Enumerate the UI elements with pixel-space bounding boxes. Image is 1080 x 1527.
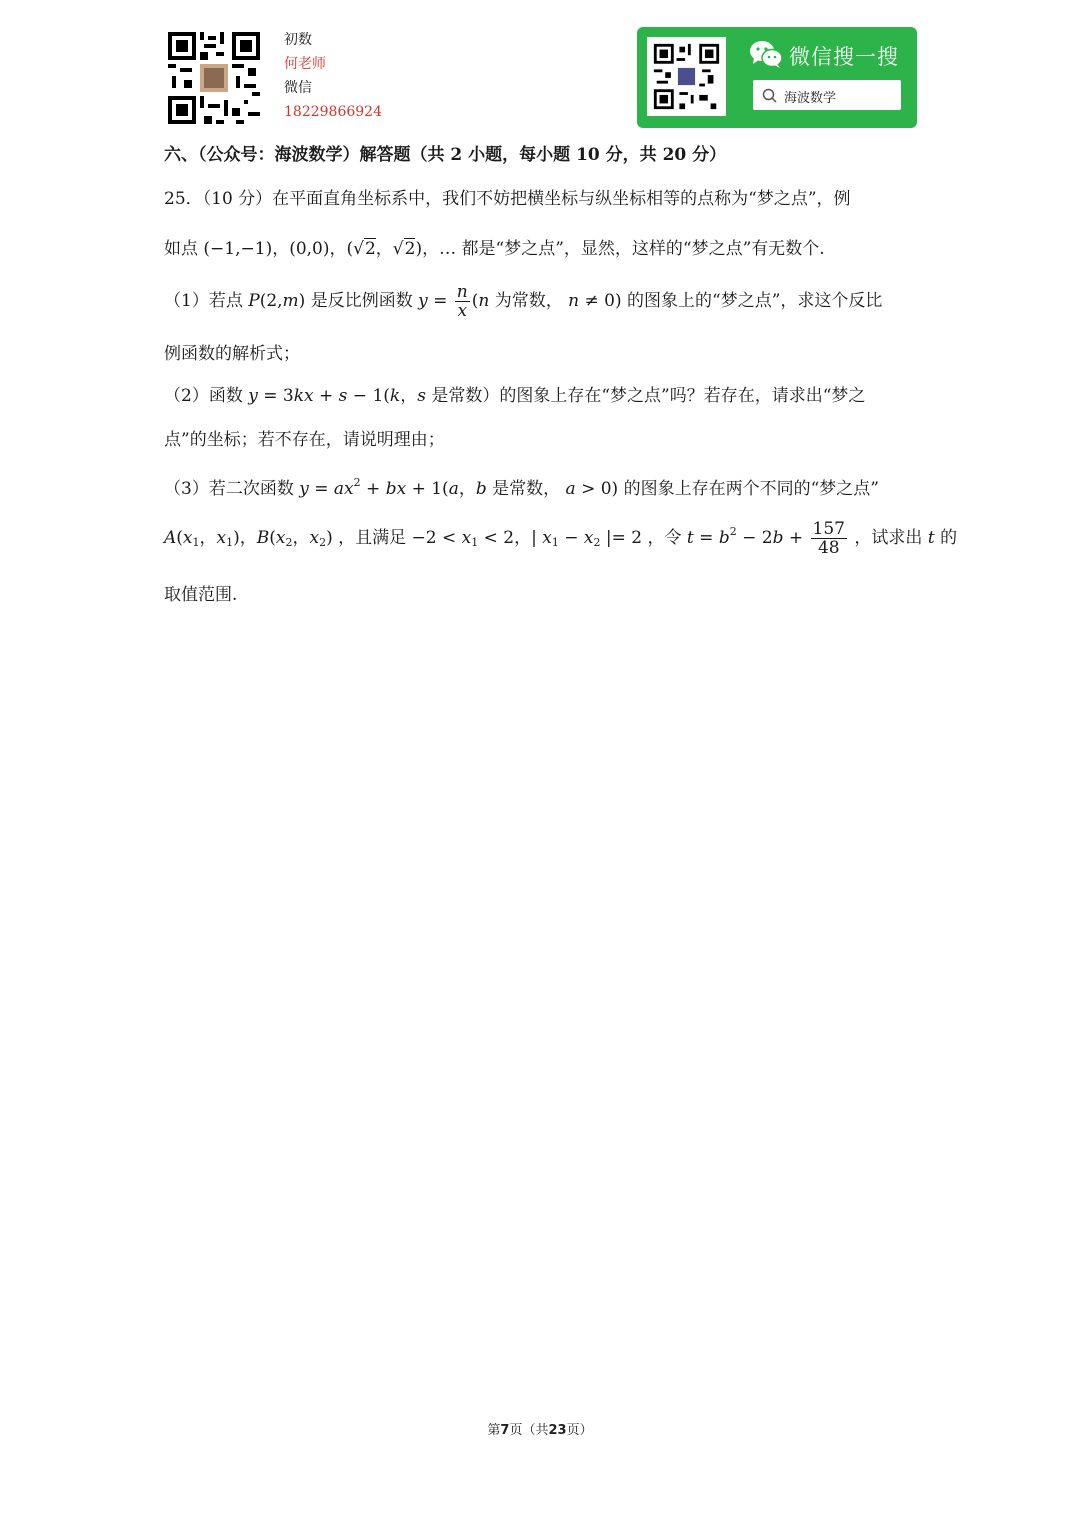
wechat-logo-icon	[749, 39, 783, 69]
wechat-search-box[interactable]	[753, 80, 901, 110]
math-a-positive: a > 0)	[565, 479, 619, 499]
frac-numerator: 157	[812, 519, 845, 539]
footer-suffix: 页）	[566, 1423, 593, 1438]
math-quadratic-function: $y = ax^2$ + bx + 1(a，b	[299, 476, 487, 499]
math-example-points: (−1,−1)，(0,0)，(√2，√2)，…	[203, 239, 457, 259]
question-intro-line-2	[164, 234, 825, 259]
part-3-text-d: ，且满足	[338, 528, 407, 548]
part-3-line-3: 取值范围.	[164, 585, 238, 605]
intro-suffix: 都是“梦之点”，显然，这样的“梦之点”有无数个.	[461, 239, 825, 259]
part-2-line-2: 点”的坐标；若不存在，请说明理由；	[164, 430, 445, 450]
contact-subject: 初数	[284, 32, 312, 48]
math-x1-range: $-2 < x_1 < 2$，| $x_1 - x_2$ |= 2	[411, 528, 643, 549]
math-t-definition: $t = b^2 - 2b$ + $\frac{157}{48}$	[686, 519, 845, 558]
part-1-text-d: 的图象上的“梦之点”，求这个反比	[627, 291, 883, 311]
question-intro-text: 在平面直角坐标系中，我们不妨把横坐标与纵坐标相等的点称为“梦之点”，例	[272, 189, 851, 209]
frac-denominator: 48	[817, 538, 840, 558]
question-number: 25．（10 分）	[164, 189, 273, 209]
part-3-line-2	[164, 520, 957, 557]
wechat-search-card[interactable]	[637, 27, 917, 128]
qr-code-icon	[647, 37, 726, 116]
part-2-label: （2）函数	[164, 386, 243, 406]
page-footer	[0, 1419, 1080, 1438]
wechat-search-text: 海波数学	[784, 91, 837, 106]
part-1-line-2: 例函数的解析式；	[164, 344, 300, 364]
math-inverse-function: y = $\frac{n}{x}$ (n	[418, 282, 490, 321]
contact-info	[284, 28, 382, 124]
math-n-nonzero: n ≠ 0)	[568, 291, 622, 311]
part-1-text-b: 是反比例函数	[310, 291, 413, 311]
part-3-text-f: ，试求出	[854, 528, 923, 548]
search-icon	[762, 88, 777, 103]
part-1-text-c: 为常数，	[494, 291, 563, 311]
wechat-qr-code	[647, 37, 726, 116]
wechat-search-title: 微信搜一搜	[789, 45, 899, 69]
math-point-p: P(2,m)	[248, 291, 306, 311]
section-title: 六、（公众号：海波数学）解答题（共 2 小题，每小题 10 分，共 20 分）	[164, 145, 727, 165]
footer-page-number: 7	[500, 1423, 510, 1438]
footer-prefix: 第	[487, 1423, 501, 1438]
footer-mid: 页（共	[509, 1423, 549, 1438]
contact-teacher: 何老师	[284, 56, 326, 72]
part-1-line-1	[164, 283, 882, 320]
part-3-text-b: 是常数，	[492, 479, 561, 499]
part-1-label: （1）若点	[164, 291, 243, 311]
part-3-text-e: ，令	[647, 528, 682, 548]
intro-prefix: 如点	[164, 239, 198, 259]
math-linear-function: y = 3kx + s − 1(k，s	[248, 386, 426, 406]
question-intro-line-1	[164, 184, 851, 209]
part-3-line-1	[164, 474, 879, 499]
math-t: t	[927, 528, 935, 548]
contact-wechat-label: 微信	[284, 80, 312, 96]
part-3-label: （3）若二次函数	[164, 479, 294, 499]
part-3-text-g: 的	[940, 528, 958, 548]
qr-code-icon	[168, 32, 260, 124]
part-2-text-b: 是常数）的图象上存在“梦之点”吗？若存在，请求出“梦之	[431, 386, 866, 406]
part-3-text-c: 的图象上存在两个不同的“梦之点”	[623, 479, 879, 499]
part-2-line-1	[164, 381, 865, 406]
contact-phone: 18229866924	[284, 104, 382, 120]
math-points-ab: $A(x_1$，$x_1$)，$B(x_2$，$x_2$)	[164, 528, 333, 549]
footer-total-pages: 23	[548, 1423, 567, 1438]
